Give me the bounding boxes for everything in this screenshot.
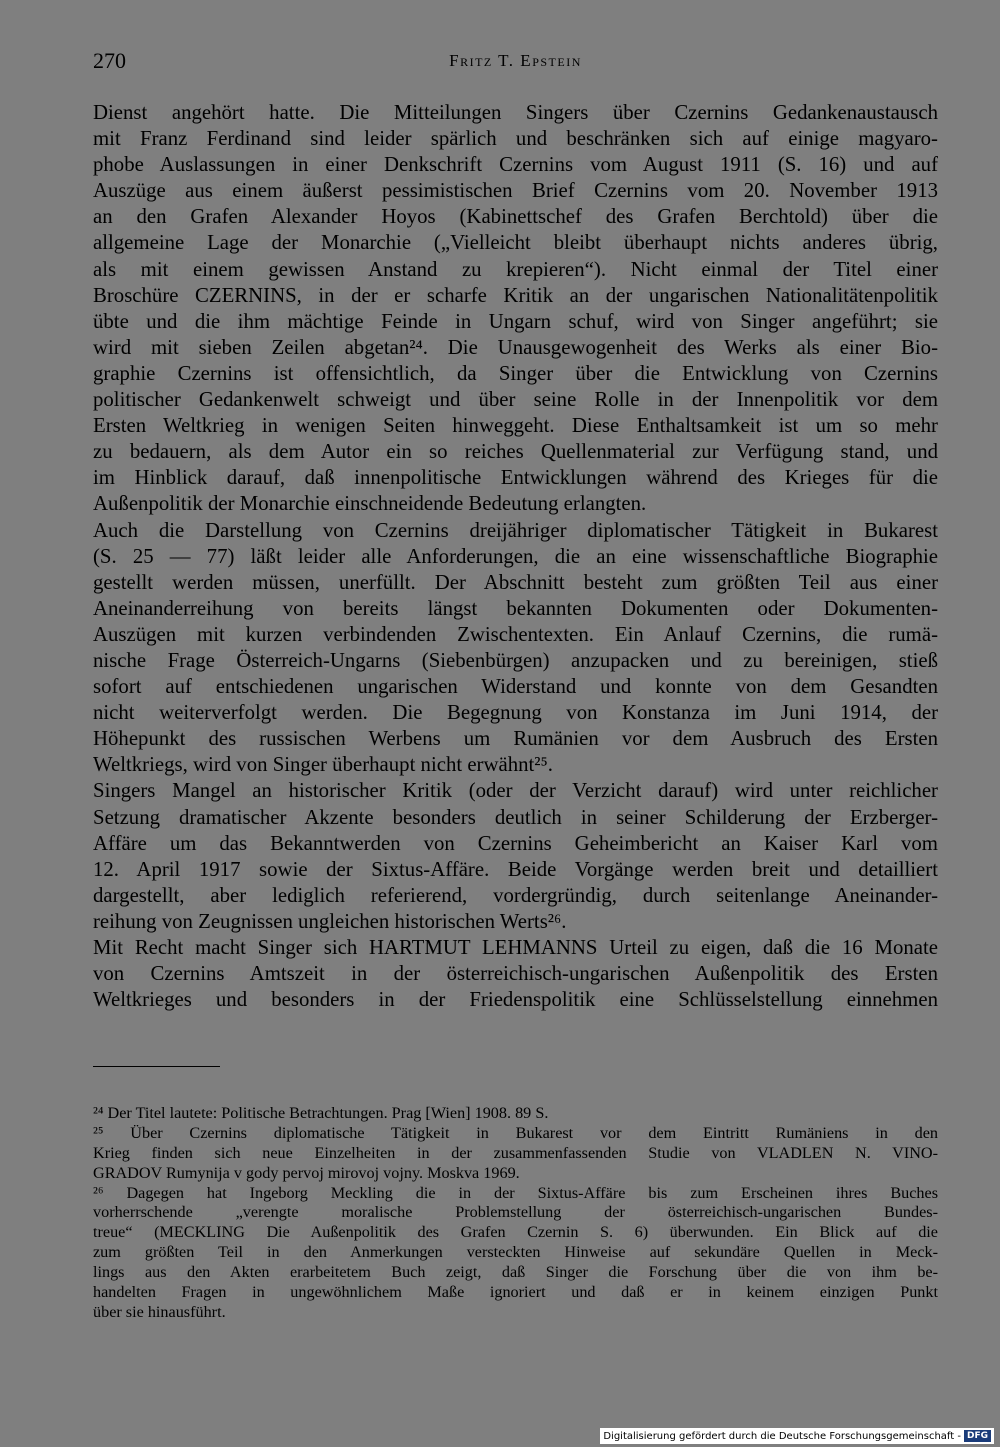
body-line: Höhepunkt des russischen Werbens um Rumänien vor dem Ausbruch des Ersten [93,727,938,751]
footnote-line: handelten Fragen in ungewöhnlichem Maße ignoriert und daß er in keinem einzigen Punkt [93,1283,938,1302]
body-line: Dienst angehört hatte. Die Mitteilungen Singers über Czernins Gedankenaustausch [93,101,938,124]
body-line: als mit einem gewissen Anstand zu krepieren“). Nicht einmal der Titel einer [93,257,938,281]
page-number: 270 [93,48,126,73]
footnote-separator [93,1066,220,1067]
footnote-line: Krieg finden sich neue Einzelheiten in der zusammenfassenden Studie von VLADLEN N. VINO- [93,1143,938,1162]
body-line: 12. April 1917 sowie der Sixtus-Affäre. Beide Vorgänge werden breit und detailliert [93,857,938,881]
body-line: Singers Mangel an historischer Kritik (oder der Verzicht darauf) wird unter reichlicher [93,779,938,803]
body-line: Weltkriegs, wird von Singer überhaupt nicht erwähnt²⁵. [93,753,553,777]
body-text [93,100,938,1013]
body-line: nicht weiterverfolgt werden. Die Begegnung von Konstanza im Juni 1914, der [93,701,938,725]
footnote-line: treue“ (MECKLING Die Außenpolitik des Grafen Czernin S. 6) überwunden. Ein Blick auf die [93,1223,938,1242]
page-header [93,48,938,78]
body-line: phobe Auslassungen in einer Denkschrift Czernins vom August 1911 (S. 16) und auf [93,153,938,177]
body-line: an den Grafen Alexander Hoyos (Kabinettschef des Grafen Berchtold) über die [93,205,938,229]
body-line: sofort auf entschiedenen ungarischen Widerstand und konnte von dem Gesandten [93,675,938,699]
footnotes [93,1104,938,1323]
body-line: Auszügen mit kurzen verbindenden Zwischentexten. Ein Anlauf Czernins, die rumä- [93,622,938,646]
body-line: Broschüre CZERNINS, in der er scharfe Kritik an der ungarischen Nationalitätenpolitik [93,283,938,307]
footnote-line: vorherrschende „verengte moralische Problemstellung der österreichisch-ungarischen Bundes- [93,1203,938,1222]
body-line: übte und die ihm mächtige Feinde in Ungarn schuf, wird von Singer angeführt; sie [93,309,938,333]
body-line: politischer Gedankenwelt schweigt und über seine Rolle in der Innenpolitik vor dem [93,388,938,412]
body-line: Außenpolitik der Monarchie einschneidende Bedeutung erlangten. [93,492,647,516]
body-line: wird mit sieben Zeilen abgetan²⁴. Die Unausgewogenheit des Werks als einer Bio- [93,335,938,359]
body-line: nische Frage Österreich-Ungarns (Siebenbürgen) anzupacken und zu bereinigen, stieß [93,648,938,672]
body-line: von Czernins Amtszeit in der österreichisch-ungarischen Außenpolitik des Ersten [93,962,938,986]
body-line: zu bedauern, als dem Autor ein so reiches Quellenmaterial zur Verfügung stand, und [93,440,938,464]
body-line: Setzung dramatischer Akzente besonders deutlich in seiner Schilderung der Erzberger- [93,805,938,829]
body-line: im Hinblick darauf, daß innenpolitische Entwicklungen während des Krieges für die [93,466,938,490]
footnote-line: ²⁶ Dagegen hat Ingeborg Meckling die in der Sixtus-Affäre bis zum Erscheinen ihres Buches [93,1183,938,1202]
footnote-line: zum größten Teil in den Anmerkungen versteckten Hinweise auf sekundäre Quellen in Meck- [93,1243,938,1262]
credit-text: Digitalisierung gefördert durch die Deutsche Forschungsgemeinschaft - [603,1430,961,1442]
body-line: (S. 25 — 77) läßt leider alle Anforderungen, die an eine wissenschaftliche Biographie [93,544,938,568]
dfg-logo: DFG [964,1430,991,1442]
body-line: Affäre um das Bekanntwerden von Czernins Geheimbericht an Kaiser Karl vom [93,831,938,855]
body-line: mit Franz Ferdinand sind leider spärlich und beschränken sich auf einige magyaro- [93,127,938,151]
footnote-line: ²⁵ Über Czernins diplomatische Tätigkeit in Bukarest vor dem Eintritt Rumäniens in den [93,1123,938,1142]
footnote-line: über sie hinausführt. [93,1302,226,1321]
body-line: dargestellt, aber lediglich referierend, vordergründig, durch seitenlange Aneinander- [93,883,938,907]
body-line: Auch die Darstellung von Czernins dreijähriger diplomatischer Tätigkeit in Bukarest [93,518,938,542]
body-line: Mit Recht macht Singer sich HARTMUT LEHMANNS Urteil zu eigen, daß die 16 Monate [93,936,938,959]
body-line: reihung von Zeugnissen ungleichen historischen Werts²⁶. [93,909,567,933]
body-line: Ersten Weltkrieg in wenigen Seiten hinweggeht. Diese Enthaltsamkeit ist um so mehr [93,414,938,438]
running-head: Fritz T. Epstein [449,51,582,70]
body-line: gestellt werden müssen, unerfüllt. Der Abschnitt besteht zum größten Teil aus einer [93,570,938,594]
body-line: Auszüge aus einem äußerst pessimistischen Brief Czernins vom 20. November 1913 [93,179,938,203]
body-line: allgemeine Lage der Monarchie („Vielleicht bleibt überhaupt nichts anderes übrig, [93,231,938,255]
footnote-line: lings aus den Akten erarbeitetem Buch zeigt, daß Singer die Forschung über die von ihm be- [93,1263,938,1282]
body-line: Weltkrieges und besonders in der Friedenspolitik eine Schlüsselstellung einnehmen [93,988,938,1012]
digitization-credit [600,1428,994,1444]
body-line: Aneinanderreihung von bereits längst bekannten Dokumenten oder Dokumenten- [93,596,938,620]
footnote-line: ²⁴ Der Titel lautete: Politische Betrachtungen. Prag [Wien] 1908. 89 S. [93,1104,549,1122]
body-line: graphie Czernins ist offensichtlich, da Singer über die Entwicklung von Czernins [93,361,938,385]
footnote-line: GRADOV Rumynija v gody pervoj mirovoj vojny. Moskva 1969. [93,1163,520,1182]
